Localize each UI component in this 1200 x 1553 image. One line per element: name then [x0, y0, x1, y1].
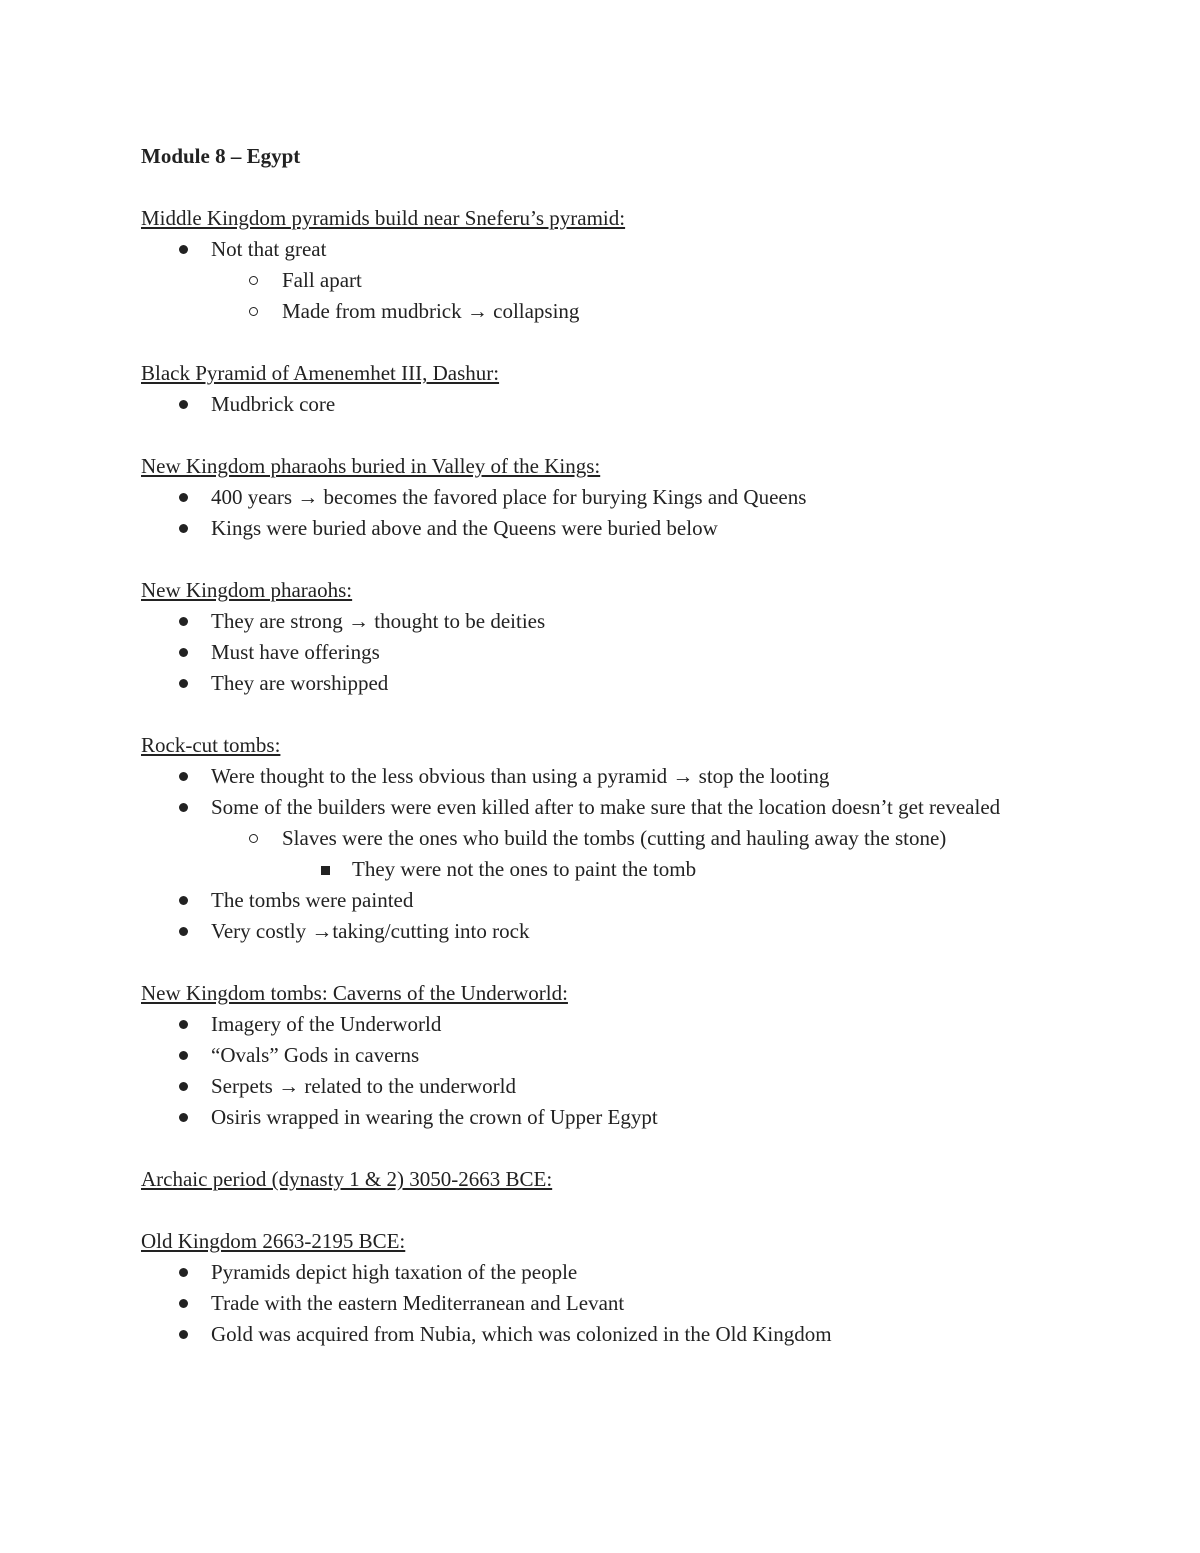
list-item: [141, 792, 1061, 823]
bullet-dot-icon: [179, 524, 188, 533]
list-item: [141, 1288, 1061, 1319]
list-item-text: Made from mudbrick → collapsing: [282, 299, 580, 323]
list-item: [141, 761, 1061, 792]
list-item-text: They are worshipped: [211, 671, 389, 695]
list-item-text: Very costly →taking/cutting into rock: [211, 919, 530, 943]
section: [141, 451, 1061, 544]
list-item: [141, 668, 1061, 699]
section-heading: Archaic period (dynasty 1 & 2) 3050-2663 BCE:: [141, 1167, 553, 1191]
list-item: [141, 854, 1061, 885]
list-item: [141, 1102, 1061, 1133]
bullet-dot-icon: [179, 648, 188, 657]
bullet-square-icon: [321, 866, 330, 875]
section: [141, 978, 1061, 1133]
list-item: [141, 1257, 1061, 1288]
section-heading: Middle Kingdom pyramids build near Sneferu’s pyramid:: [141, 206, 626, 230]
bullet-dot-icon: [179, 617, 188, 626]
list-item: [141, 265, 1061, 296]
section: [141, 730, 1061, 947]
list-item: [141, 389, 1061, 420]
list-item-text: 400 years → becomes the favored place for burying Kings and Queens: [211, 485, 807, 509]
bullet-dot-icon: [179, 1268, 188, 1277]
section: [141, 358, 1061, 420]
bullet-dot-icon: [179, 493, 188, 502]
bullet-dot-icon: [179, 927, 188, 936]
list-item: [141, 482, 1061, 513]
list-item: [141, 296, 1061, 327]
bullet-dot-icon: [179, 1020, 188, 1029]
section: [141, 575, 1061, 699]
list-item: [141, 606, 1061, 637]
list-item-text: Pyramids depict high taxation of the people: [211, 1260, 578, 1284]
bullet-dot-icon: [179, 1330, 188, 1339]
bullet-circle-icon: [249, 834, 258, 843]
list-item: [141, 1040, 1061, 1071]
list-item: [141, 1319, 1061, 1350]
bullet-circle-icon: [249, 307, 258, 316]
section-heading: Old Kingdom 2663-2195 BCE:: [141, 1229, 406, 1253]
list-item: [141, 637, 1061, 668]
list-item-text: Imagery of the Underworld: [211, 1012, 442, 1036]
bullet-dot-icon: [179, 803, 188, 812]
list-item: [141, 1071, 1061, 1102]
list-item-text: They are strong → thought to be deities: [211, 609, 546, 633]
section-heading: Black Pyramid of Amenemhet III, Dashur:: [141, 361, 500, 385]
document-title: Module 8 – Egypt: [141, 144, 301, 168]
bullet-dot-icon: [179, 245, 188, 254]
list-item: [141, 823, 1061, 854]
section-heading: New Kingdom pharaohs:: [141, 578, 353, 602]
list-item-text: “Ovals” Gods in caverns: [211, 1043, 420, 1067]
list-item: [141, 513, 1061, 544]
section-heading: New Kingdom tombs: Caverns of the Underworld:: [141, 981, 568, 1005]
list-item-text: Osiris wrapped in wearing the crown of Upper Egypt: [211, 1105, 658, 1129]
section: [141, 1226, 1061, 1350]
section: [141, 203, 1061, 327]
list-item-text: Must have offerings: [211, 640, 380, 664]
bullet-dot-icon: [179, 1051, 188, 1060]
bullet-dot-icon: [179, 1113, 188, 1122]
list-item: [141, 234, 1061, 265]
list-item-text: Not that great: [211, 237, 327, 261]
list-item-text: They were not the ones to paint the tomb: [352, 857, 697, 881]
list-item-text: Were thought to the less obvious than using a pyramid → stop the looting: [211, 764, 830, 788]
list-item: [141, 1009, 1061, 1040]
list-item: [141, 916, 1061, 947]
bullet-dot-icon: [179, 772, 188, 781]
list-item-text: Fall apart: [282, 268, 362, 292]
list-item-text: Serpets → related to the underworld: [211, 1074, 516, 1098]
section: [141, 1164, 1061, 1195]
sections-container: [141, 203, 1061, 1350]
document-page: [141, 141, 1061, 1381]
list-item-text: Mudbrick core: [211, 392, 336, 416]
list-item-text: The tombs were painted: [211, 888, 414, 912]
list-item-text: Gold was acquired from Nubia, which was colonized in the Old Kingdom: [211, 1322, 832, 1346]
bullet-dot-icon: [179, 1082, 188, 1091]
list-item-text: Slaves were the ones who build the tombs (cutting and hauling away the stone): [282, 826, 947, 850]
bullet-circle-icon: [249, 276, 258, 285]
list-item: [141, 885, 1061, 916]
bullet-dot-icon: [179, 400, 188, 409]
list-item-text: Trade with the eastern Mediterranean and Levant: [211, 1291, 625, 1315]
bullet-dot-icon: [179, 896, 188, 905]
list-item-text: Some of the builders were even killed after to make sure that the location doesn’t get revealed: [211, 795, 1001, 819]
list-item-text: Kings were buried above and the Queens were buried below: [211, 516, 718, 540]
bullet-dot-icon: [179, 1299, 188, 1308]
section-heading: New Kingdom pharaohs buried in Valley of the Kings:: [141, 454, 601, 478]
bullet-dot-icon: [179, 679, 188, 688]
section-heading: Rock-cut tombs:: [141, 733, 281, 757]
